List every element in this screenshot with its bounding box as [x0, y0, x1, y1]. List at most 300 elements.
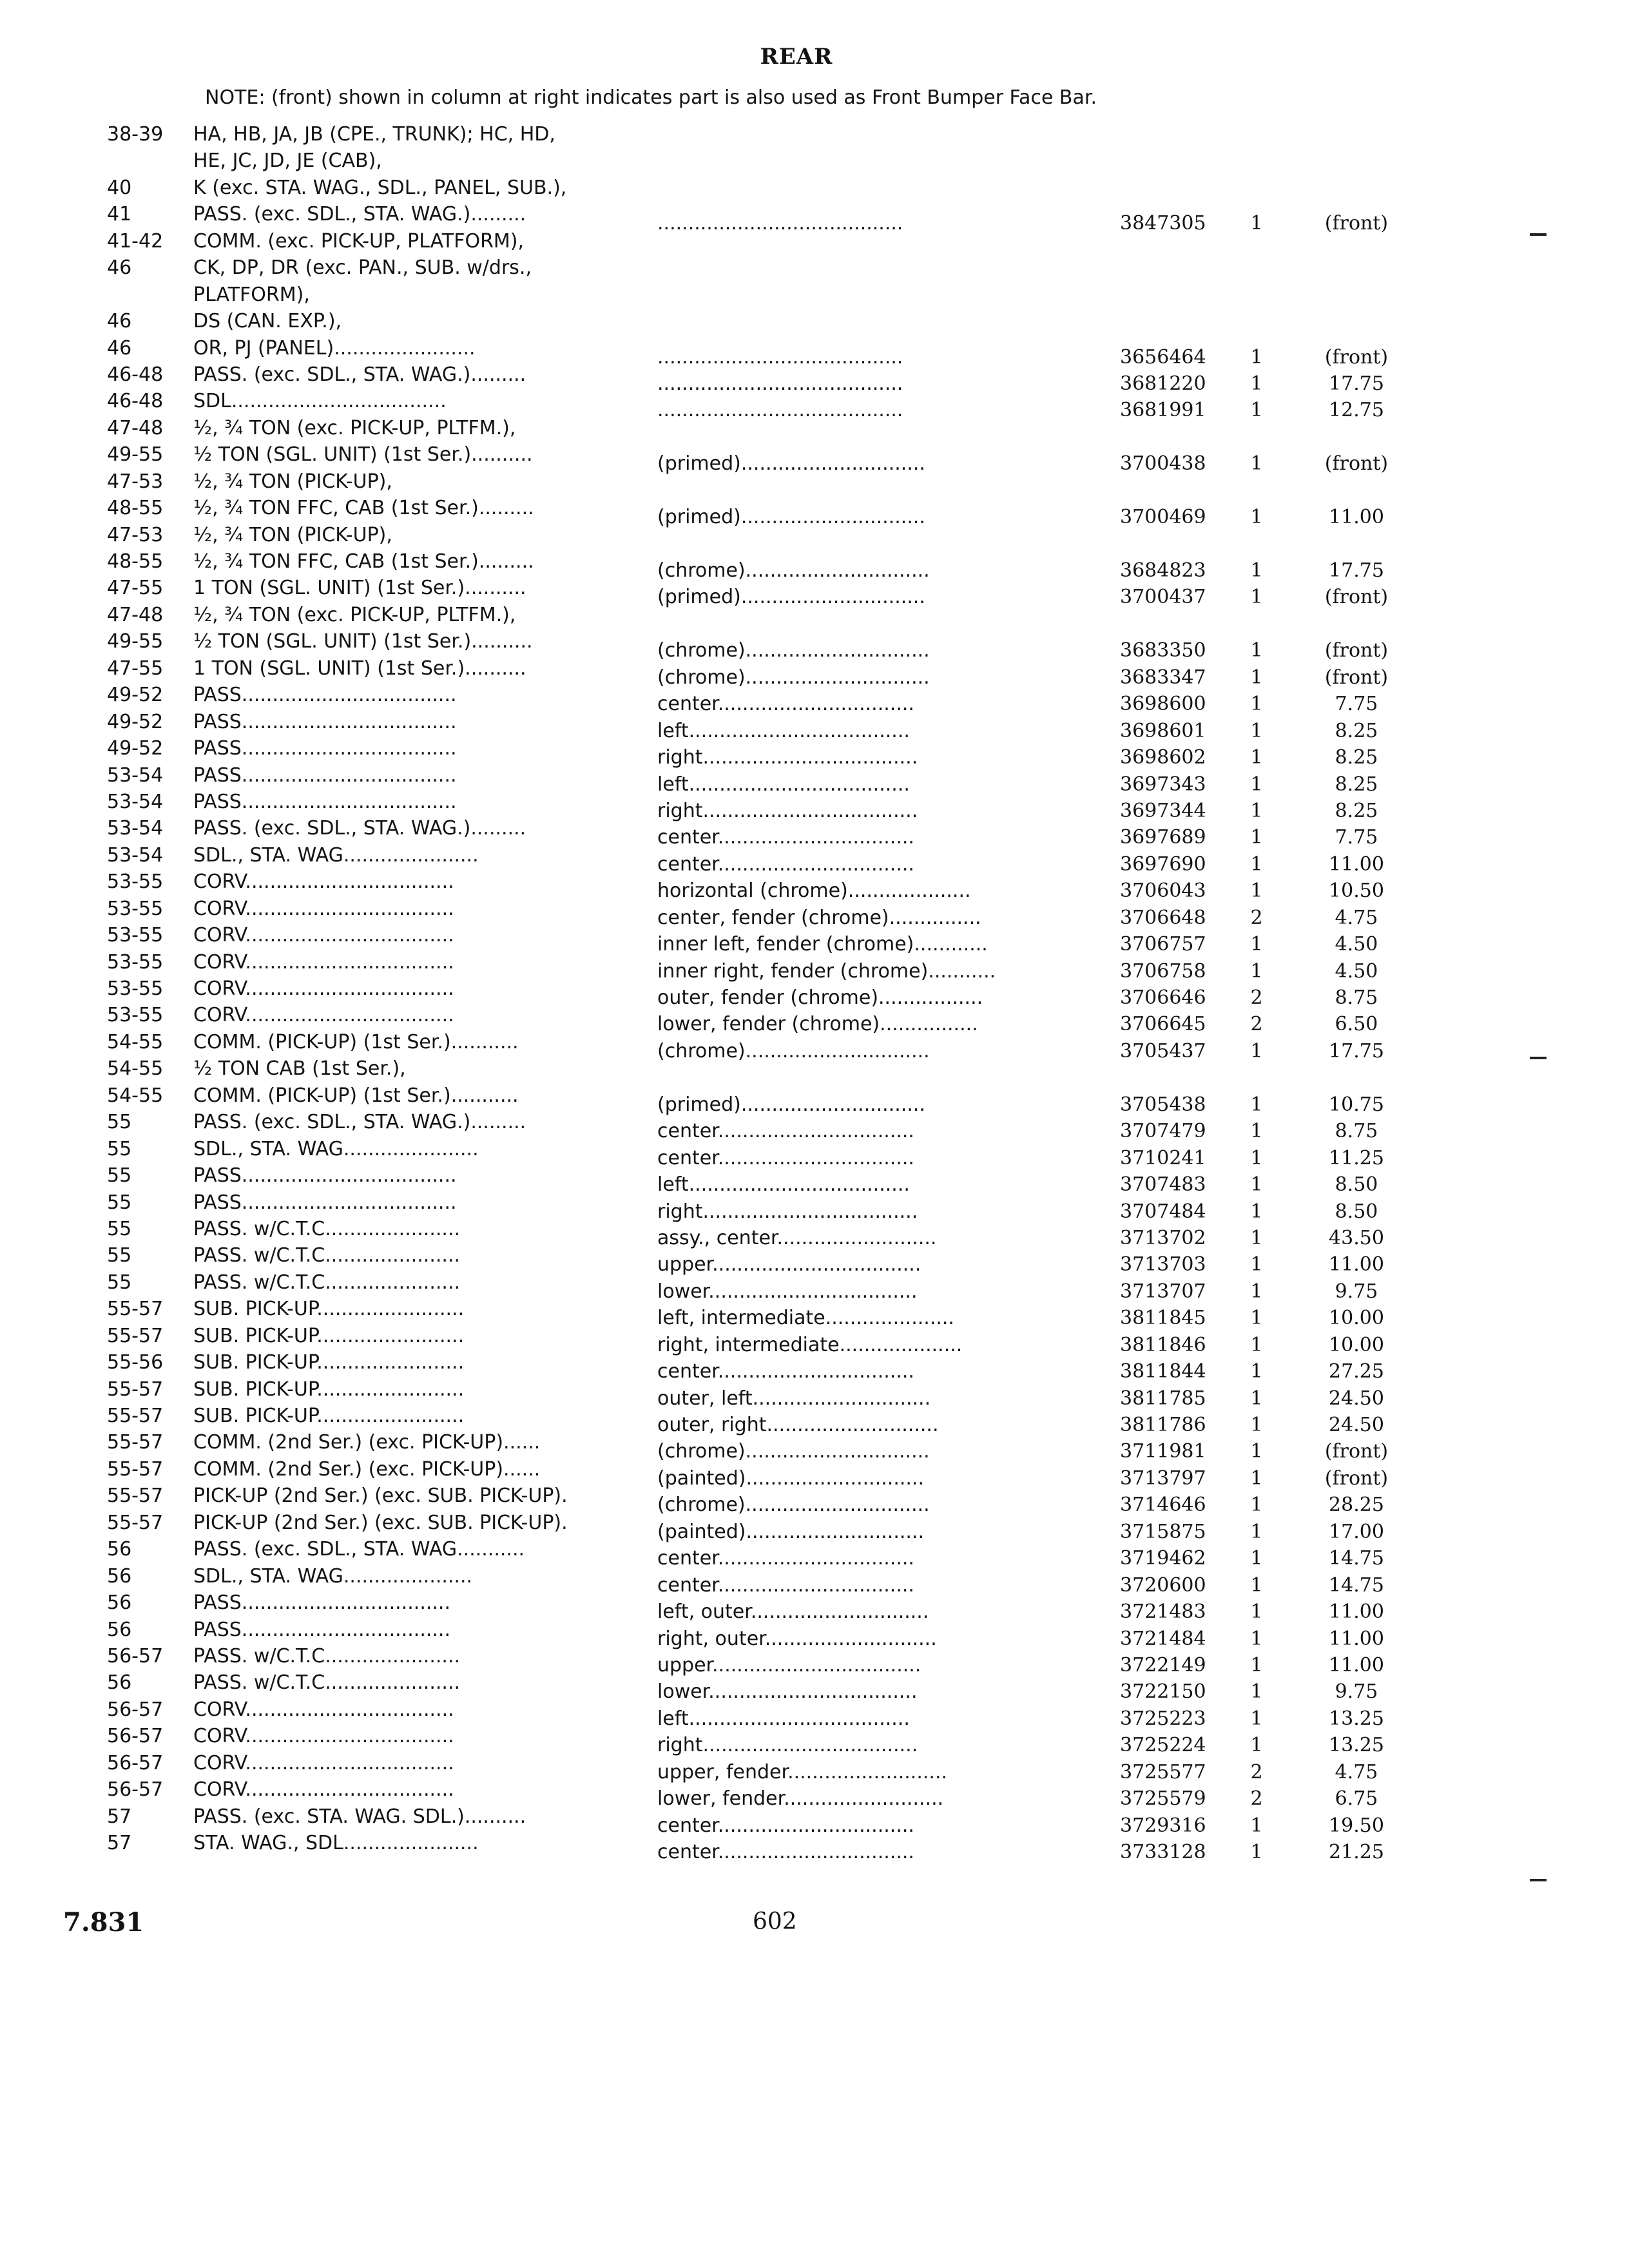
part-number: 3698602 — [1120, 746, 1206, 769]
part-number: 3720600 — [1120, 1573, 1206, 1597]
model-description: 1 TON (SGL. UNIT) (1st Ser.).......... — [193, 657, 526, 680]
quantity: 1 — [1250, 212, 1263, 235]
part-number: 3706757 — [1120, 933, 1206, 956]
parts-row — [0, 975, 1629, 1009]
part-number: 3811786 — [1120, 1414, 1206, 1436]
parts-row — [0, 1429, 1629, 1463]
quantity: 1 — [1250, 399, 1263, 422]
price: 8.50 — [1335, 1173, 1378, 1196]
part-description: center................................ — [657, 1360, 914, 1383]
quantity: 1 — [1250, 1200, 1263, 1223]
part-description: upper.................................. — [657, 1253, 921, 1276]
model-description: SUB. PICK-UP........................ — [193, 1405, 465, 1427]
quantity: 1 — [1250, 1146, 1263, 1169]
model-year: 47-53 — [107, 470, 164, 493]
quantity: 1 — [1250, 1547, 1263, 1570]
quantity: 1 — [1250, 1814, 1263, 1837]
part-number: 3698601 — [1120, 719, 1206, 742]
model-year: 57 — [107, 1805, 132, 1828]
part-number: 3847305 — [1120, 212, 1206, 235]
quantity: 2 — [1250, 1013, 1263, 1036]
part-description: center................................ — [657, 1120, 914, 1143]
model-year: 54-55 — [107, 1057, 164, 1081]
quantity: 1 — [1250, 1680, 1263, 1704]
parts-row — [0, 415, 1629, 441]
model-description: COMM. (2nd Ser.) (exc. PICK-UP)...... — [193, 1431, 541, 1454]
part-description: lower.................................. — [657, 1680, 918, 1704]
quantity: 1 — [1250, 1280, 1263, 1303]
part-number: 3721483 — [1120, 1600, 1206, 1624]
model-description: PASS................................... — [193, 1164, 457, 1187]
part-number: 3697343 — [1120, 773, 1206, 796]
model-description: PASS................................... — [193, 790, 457, 813]
model-year: 55-57 — [107, 1457, 164, 1481]
part-description: ........................................ — [657, 345, 903, 369]
part-description: (painted)............................. — [657, 1466, 924, 1490]
price: 10.00 — [1329, 1307, 1384, 1330]
model-year: 47-55 — [107, 657, 164, 680]
quantity: 1 — [1250, 1466, 1263, 1490]
parts-row — [0, 495, 1629, 529]
model-year: 48-55 — [107, 550, 164, 573]
quantity: 1 — [1250, 586, 1263, 609]
model-description: CORV.................................. — [193, 897, 454, 920]
part-description: assy., center.......................... — [657, 1226, 937, 1249]
parts-row — [0, 1696, 1629, 1730]
model-year: 56 — [107, 1671, 132, 1695]
model-description: PASS. (exc. STA. WAG. SDL.).......... — [193, 1805, 526, 1828]
parts-row — [0, 308, 1629, 334]
quantity: 1 — [1250, 1253, 1263, 1276]
part-description: center................................ — [657, 1841, 914, 1863]
quantity: 1 — [1250, 1360, 1263, 1383]
model-year: 57 — [107, 1832, 132, 1854]
parts-row — [0, 1617, 1629, 1650]
price: 9.75 — [1335, 1280, 1378, 1303]
price: 27.25 — [1329, 1360, 1384, 1383]
model-description: HA, HB, JA, JB (CPE., TRUNK); HC, HD, — [193, 123, 555, 146]
price: 6.50 — [1335, 1013, 1378, 1036]
quantity: 1 — [1250, 1494, 1263, 1517]
quantity: 1 — [1250, 452, 1263, 476]
price: 8.75 — [1335, 986, 1378, 1009]
model-year: 56 — [107, 1591, 132, 1615]
model-year: 55-56 — [107, 1351, 164, 1374]
part-description: right................................... — [657, 746, 918, 769]
quantity: 1 — [1250, 1173, 1263, 1196]
model-description: PLATFORM), — [193, 283, 310, 306]
model-description: SUB. PICK-UP........................ — [193, 1324, 465, 1347]
part-description: lower.................................. — [657, 1280, 918, 1303]
model-year: 56-57 — [107, 1778, 164, 1802]
parts-row — [0, 1776, 1629, 1811]
model-description: COMM. (PICK-UP) (1st Ser.)........... — [193, 1084, 519, 1107]
model-description: PASS................................... — [193, 737, 457, 760]
part-description: (primed).............................. — [657, 506, 925, 529]
price: 14.75 — [1329, 1547, 1384, 1570]
parts-row — [0, 1323, 1629, 1356]
part-number: 3706648 — [1120, 906, 1206, 929]
model-description: CORV.................................. — [193, 1004, 454, 1027]
model-description: PASS. (exc. SDL., STA. WAG.)......... — [193, 203, 526, 226]
model-description: PASS................................... — [193, 1191, 457, 1214]
parts-row — [0, 441, 1629, 476]
model-year: 55 — [107, 1164, 132, 1187]
part-description: (chrome).............................. — [657, 666, 930, 689]
price: (front) — [1324, 452, 1389, 476]
parts-row — [0, 388, 1629, 422]
parts-row — [0, 1349, 1629, 1383]
model-description: CORV.................................. — [193, 977, 454, 1000]
quantity: 1 — [1250, 1387, 1263, 1410]
price: 13.25 — [1329, 1734, 1384, 1757]
quantity: 1 — [1250, 1414, 1263, 1436]
part-description: (chrome).............................. — [657, 559, 930, 582]
part-description: outer, fender (chrome)................. — [657, 986, 983, 1009]
parts-row — [0, 575, 1629, 609]
model-description: COMM. (exc. PICK-UP, PLATFORM), — [193, 229, 525, 253]
part-number: 3698600 — [1120, 693, 1206, 716]
price: 11.00 — [1329, 852, 1384, 876]
price: 11.00 — [1329, 1253, 1384, 1276]
model-year: 46 — [107, 336, 132, 360]
model-description: ½, ¾ TON FFC, CAB (1st Ser.)......... — [193, 497, 534, 520]
model-year: 55-57 — [107, 1485, 164, 1508]
model-description: PASS................................... — [193, 710, 457, 733]
price: (front) — [1324, 1440, 1389, 1463]
price: (front) — [1324, 1466, 1389, 1490]
price: 24.50 — [1329, 1414, 1384, 1436]
part-description: (painted)............................. — [657, 1520, 924, 1543]
parts-row — [0, 1803, 1629, 1837]
model-year: 55 — [107, 1111, 132, 1134]
model-year: 56 — [107, 1564, 132, 1588]
quantity: 1 — [1250, 1841, 1263, 1863]
quantity: 1 — [1250, 1226, 1263, 1249]
parts-row — [0, 1510, 1629, 1543]
part-number: 3706043 — [1120, 879, 1206, 903]
price: 11.25 — [1329, 1146, 1384, 1169]
parts-row — [0, 1669, 1629, 1704]
part-number: 3710241 — [1120, 1146, 1206, 1169]
price: 8.50 — [1335, 1200, 1378, 1223]
model-description: SUB. PICK-UP........................ — [193, 1378, 465, 1401]
quantity: 1 — [1250, 1093, 1263, 1116]
parts-row — [0, 1750, 1629, 1783]
part-number: 3700469 — [1120, 506, 1206, 529]
quantity: 1 — [1250, 799, 1263, 822]
model-description: CORV.................................. — [193, 1751, 454, 1774]
model-year: 47-53 — [107, 523, 164, 546]
parts-row — [0, 1189, 1629, 1223]
parts-row — [0, 628, 1629, 662]
quantity: 1 — [1250, 693, 1263, 716]
model-year: 54-55 — [107, 1030, 164, 1053]
model-description: PASS.................................. — [193, 1618, 451, 1641]
parts-row — [0, 869, 1629, 903]
model-description: PASS. w/C.T.C...................... — [193, 1644, 461, 1667]
part-number: 3697689 — [1120, 826, 1206, 849]
quantity: 1 — [1250, 746, 1263, 769]
parts-row — [0, 148, 1629, 174]
margin-mark — [1530, 1057, 1547, 1059]
parts-row — [0, 1830, 1629, 1863]
part-description: left, intermediate..................... — [657, 1307, 954, 1330]
model-year: 49-52 — [107, 684, 164, 707]
part-description: left.................................... — [657, 1707, 910, 1730]
model-description: COMM. (PICK-UP) (1st Ser.)........... — [193, 1030, 519, 1053]
model-year: 56 — [107, 1538, 132, 1561]
model-description: DS (CAN. EXP.), — [193, 310, 342, 333]
model-description: PASS................................... — [193, 764, 457, 787]
parts-row — [0, 1483, 1629, 1517]
parts-list — [0, 121, 1629, 1863]
parts-row — [0, 762, 1629, 796]
model-year: 47-48 — [107, 416, 164, 439]
part-number: 3811785 — [1120, 1387, 1206, 1410]
part-description: center................................ — [657, 826, 914, 849]
part-number: 3725579 — [1120, 1787, 1206, 1811]
part-description: outer, left............................. — [657, 1387, 931, 1410]
parts-row — [0, 335, 1629, 369]
part-number: 3711981 — [1120, 1440, 1206, 1463]
part-description: (chrome).............................. — [657, 1494, 930, 1517]
part-description: (chrome).............................. — [657, 1440, 930, 1463]
part-description: center................................ — [657, 1146, 914, 1169]
model-year: 53-54 — [107, 790, 164, 813]
parts-row — [0, 255, 1629, 281]
model-description: PASS................................... — [193, 684, 457, 707]
price: 17.75 — [1329, 1039, 1384, 1062]
part-number: 3700437 — [1120, 586, 1206, 609]
model-year: 53-54 — [107, 764, 164, 787]
part-number: 3722150 — [1120, 1680, 1206, 1704]
part-number: 3707483 — [1120, 1173, 1206, 1196]
part-number: 3811845 — [1120, 1307, 1206, 1330]
parts-row — [0, 709, 1629, 742]
model-year: 56-57 — [107, 1644, 164, 1667]
part-number: 3706758 — [1120, 959, 1206, 983]
part-description: right................................... — [657, 799, 918, 822]
parts-row — [0, 1376, 1629, 1410]
model-year: 56 — [107, 1618, 132, 1641]
part-description: (primed).............................. — [657, 1093, 925, 1116]
price: 17.75 — [1329, 372, 1384, 395]
model-description: PICK-UP (2nd Ser.) (exc. SUB. PICK-UP). — [193, 1485, 568, 1508]
quantity: 1 — [1250, 1734, 1263, 1757]
price: 8.75 — [1335, 1120, 1378, 1143]
parts-row — [0, 842, 1629, 876]
quantity: 1 — [1250, 852, 1263, 876]
model-description: 1 TON (SGL. UNIT) (1st Ser.).......... — [193, 577, 526, 600]
part-number: 3811844 — [1120, 1360, 1206, 1383]
quantity: 1 — [1250, 1520, 1263, 1543]
page-number: 602 — [753, 1908, 797, 1935]
model-year: 55-57 — [107, 1511, 164, 1534]
price: 43.50 — [1329, 1226, 1384, 1249]
model-year: 48-55 — [107, 497, 164, 520]
parts-row — [0, 1162, 1629, 1196]
part-number: 3713703 — [1120, 1253, 1206, 1276]
model-year: 56-57 — [107, 1751, 164, 1774]
price: 17.75 — [1329, 559, 1384, 582]
model-year: 47-48 — [107, 603, 164, 626]
part-description: right, outer............................ — [657, 1627, 937, 1650]
part-number: 3681991 — [1120, 399, 1206, 422]
model-description: K (exc. STA. WAG., SDL., PANEL, SUB.), — [193, 176, 567, 199]
price: 4.50 — [1335, 933, 1378, 956]
model-description: OR, PJ (PANEL)....................... — [193, 336, 476, 360]
part-description: right, intermediate.................... — [657, 1333, 963, 1356]
price: 11.00 — [1329, 506, 1384, 529]
model-description: SUB. PICK-UP........................ — [193, 1298, 465, 1321]
price: 12.75 — [1329, 399, 1384, 422]
parts-row — [0, 1643, 1629, 1677]
parts-row — [0, 789, 1629, 822]
model-description: SUB. PICK-UP........................ — [193, 1351, 465, 1374]
model-year: 38-39 — [107, 123, 164, 146]
part-description: center................................ — [657, 693, 914, 716]
price: 10.50 — [1329, 879, 1384, 903]
part-description: left.................................... — [657, 719, 910, 742]
model-year: 55 — [107, 1137, 132, 1160]
price: 8.25 — [1335, 773, 1378, 796]
model-year: 55 — [107, 1191, 132, 1214]
parts-row — [0, 1216, 1629, 1249]
model-year: 40 — [107, 176, 132, 199]
part-number: 3719462 — [1120, 1547, 1206, 1570]
parts-row — [0, 1242, 1629, 1276]
part-description: center................................ — [657, 852, 914, 876]
quantity: 1 — [1250, 1600, 1263, 1624]
model-year: 53-55 — [107, 870, 164, 894]
part-number: 3713707 — [1120, 1280, 1206, 1303]
model-description: STA. WAG., SDL...................... — [193, 1832, 479, 1854]
model-description: PASS. w/C.T.C...................... — [193, 1244, 461, 1267]
parts-row — [0, 655, 1629, 689]
section-number: 7.831 — [63, 1907, 144, 1937]
model-description: PICK-UP (2nd Ser.) (exc. SUB. PICK-UP). — [193, 1511, 568, 1534]
quantity: 1 — [1250, 1333, 1263, 1356]
part-number: 3705438 — [1120, 1093, 1206, 1116]
quantity: 1 — [1250, 773, 1263, 796]
part-description: (primed).............................. — [657, 452, 925, 476]
part-description: left.................................... — [657, 1173, 910, 1196]
model-year: 49-52 — [107, 737, 164, 760]
parts-row — [0, 682, 1629, 716]
part-number: 3707479 — [1120, 1120, 1206, 1143]
part-description: ........................................ — [657, 399, 903, 422]
parts-row — [0, 1456, 1629, 1490]
model-year: 53-55 — [107, 950, 164, 974]
price: (front) — [1324, 586, 1389, 609]
parts-row — [0, 1136, 1629, 1169]
price: 8.25 — [1335, 746, 1378, 769]
part-description: left, outer............................. — [657, 1600, 929, 1624]
parts-row — [0, 548, 1629, 582]
model-description: SDL., STA. WAG...................... — [193, 1137, 479, 1160]
model-year: 56-57 — [107, 1698, 164, 1721]
quantity: 1 — [1250, 959, 1263, 983]
parts-row — [0, 602, 1629, 628]
quantity: 1 — [1250, 666, 1263, 689]
quantity: 1 — [1250, 559, 1263, 582]
parts-row — [0, 1055, 1629, 1082]
part-number: 3697344 — [1120, 799, 1206, 822]
part-description: right................................... — [657, 1734, 918, 1757]
quantity: 1 — [1250, 1653, 1263, 1677]
model-description: HE, JC, JD, JE (CAB), — [193, 149, 382, 173]
quantity: 1 — [1250, 879, 1263, 903]
price: 9.75 — [1335, 1680, 1378, 1704]
model-description: PASS. (exc. SDL., STA. WAG.)......... — [193, 817, 526, 840]
parts-row — [0, 1563, 1629, 1597]
price: 21.25 — [1329, 1841, 1384, 1863]
part-description: (primed).............................. — [657, 586, 925, 609]
price: 24.50 — [1329, 1387, 1384, 1410]
front-note: NOTE: (front) shown in column at right indicates part is also used as Front Bumper Face Bar. — [205, 86, 1097, 109]
model-year: 54-55 — [107, 1084, 164, 1107]
model-year: 46 — [107, 256, 132, 280]
parts-row — [0, 1109, 1629, 1143]
model-year: 41-42 — [107, 229, 164, 253]
model-description: ½ TON CAB (1st Ser.), — [193, 1057, 406, 1081]
part-number: 3714646 — [1120, 1494, 1206, 1517]
model-year: 55-57 — [107, 1405, 164, 1427]
parts-row — [0, 228, 1629, 255]
part-number: 3715875 — [1120, 1520, 1206, 1543]
price: 11.00 — [1329, 1653, 1384, 1677]
model-year: 53-55 — [107, 977, 164, 1000]
part-number: 3713797 — [1120, 1466, 1206, 1490]
quantity: 2 — [1250, 1787, 1263, 1811]
model-description: SDL., STA. WAG...................... — [193, 843, 479, 867]
part-number: 3681220 — [1120, 372, 1206, 395]
parts-row — [0, 361, 1629, 395]
part-number: 3697690 — [1120, 852, 1206, 876]
model-description: SDL................................... — [193, 390, 447, 413]
part-description: inner right, fender (chrome)........... — [657, 959, 996, 983]
part-number: 3722149 — [1120, 1653, 1206, 1677]
model-year: 46 — [107, 310, 132, 333]
price: 4.75 — [1335, 1760, 1378, 1783]
parts-row — [0, 1082, 1629, 1116]
parts-row — [0, 949, 1629, 983]
part-description: (chrome).............................. — [657, 1039, 930, 1062]
price: (front) — [1324, 212, 1389, 235]
part-description: lower, fender (chrome)................ — [657, 1013, 978, 1036]
price: (front) — [1324, 666, 1389, 689]
model-description: CORV.................................. — [193, 1778, 454, 1802]
quantity: 1 — [1250, 933, 1263, 956]
model-description: PASS. w/C.T.C...................... — [193, 1217, 461, 1240]
quantity: 1 — [1250, 1707, 1263, 1730]
model-year: 55 — [107, 1271, 132, 1294]
model-year: 49-55 — [107, 443, 164, 466]
part-description: ........................................ — [657, 212, 903, 235]
model-description: PASS.................................. — [193, 1591, 451, 1615]
part-description: (chrome).............................. — [657, 639, 930, 662]
part-number: 3705437 — [1120, 1039, 1206, 1062]
price: 28.25 — [1329, 1494, 1384, 1517]
model-year: 53-54 — [107, 817, 164, 840]
margin-mark — [1530, 233, 1547, 236]
parts-row — [0, 815, 1629, 849]
model-year: 53-54 — [107, 843, 164, 867]
parts-row — [0, 922, 1629, 956]
model-year: 55-57 — [107, 1324, 164, 1347]
model-description: SDL., STA. WAG..................... — [193, 1564, 473, 1588]
